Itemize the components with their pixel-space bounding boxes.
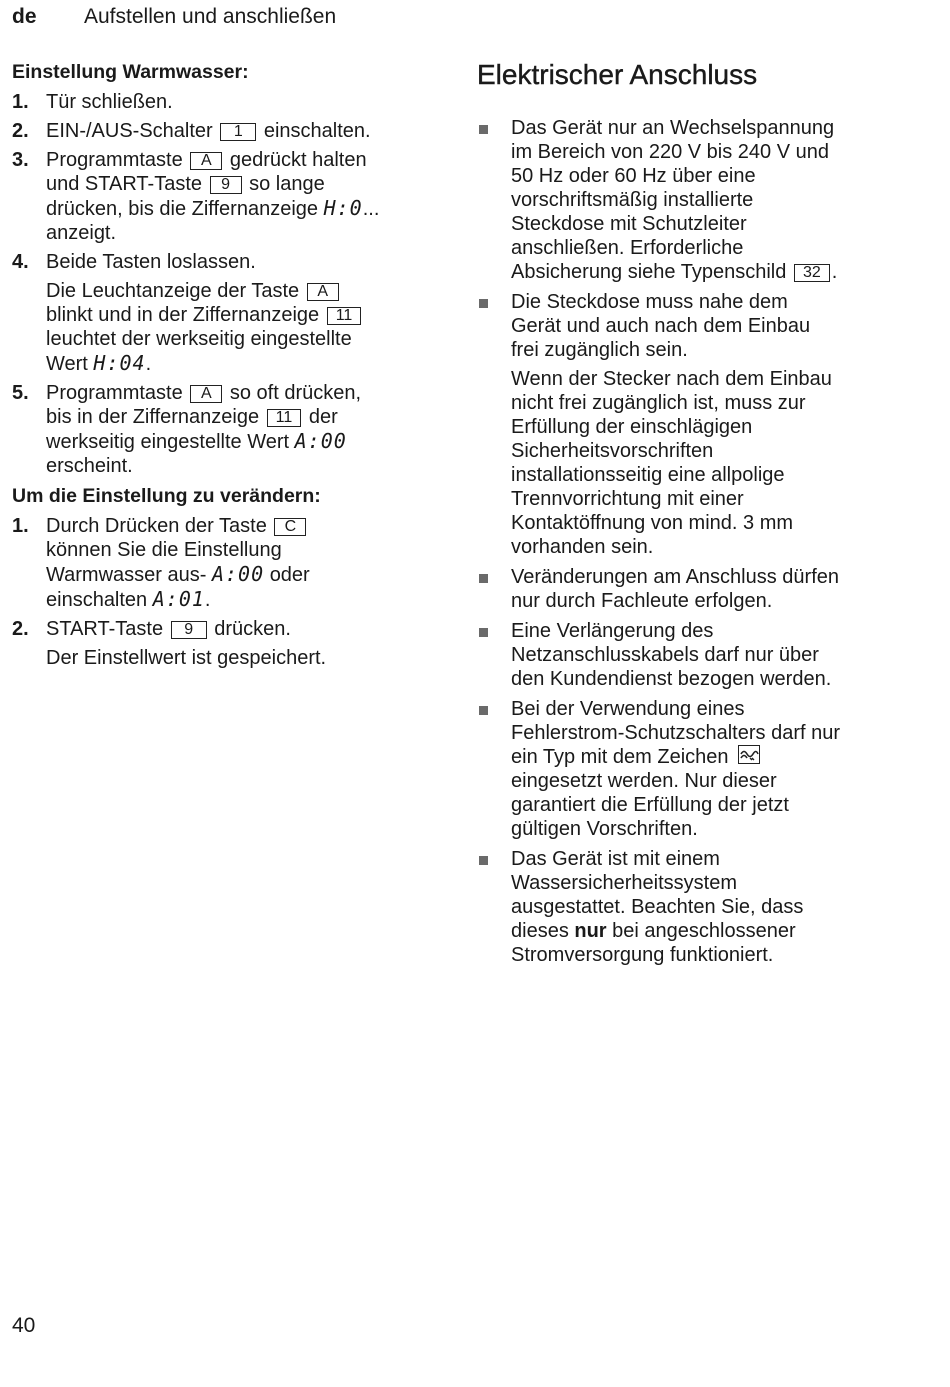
text: oder (269, 564, 310, 586)
text: der (308, 406, 338, 428)
text-line: ausgestattet. Beachten Sie, dass (511, 896, 804, 918)
bullet-text (511, 619, 831, 691)
text: blinkt und in der Ziffernanzeige (46, 304, 320, 326)
heading-electrical-connection: Elektrischer Anschluss (477, 59, 758, 90)
change-step-1 (12, 514, 444, 612)
text-line: Wenn der Stecker nach dem Einbau (511, 368, 832, 390)
text-line: den Kundendienst bezogen werden. (511, 668, 832, 690)
bullet-marker-icon (477, 847, 511, 967)
step-number: 2. (12, 618, 29, 640)
text: bis in der Ziffernanzeige (46, 406, 260, 428)
text: gedrückt halten (229, 149, 367, 171)
text: Wert (46, 353, 88, 375)
text-line: Veränderungen am Anschluss dürfen (511, 566, 839, 588)
bullet-text (511, 116, 837, 284)
bullet-marker-icon (477, 116, 511, 284)
key-label: C (274, 518, 306, 536)
bullet-water-safety (477, 847, 907, 967)
rcd-symbol-icon (738, 745, 760, 764)
text-line: frei zugänglich sein. (511, 339, 688, 361)
text: so oft drücken, (229, 382, 362, 404)
step-2 (12, 119, 444, 143)
bullet-marker-icon (477, 565, 511, 613)
key-label: 32 (794, 264, 830, 282)
text: . (145, 353, 152, 375)
key-label: 9 (210, 176, 242, 194)
text: werkseitig eingestellte Wert (46, 431, 290, 453)
emphasis: nur (574, 920, 607, 942)
text: ... (362, 198, 380, 220)
key-label: 1 (220, 123, 256, 141)
text: Programmtaste (46, 149, 183, 171)
key-label: A (190, 385, 222, 403)
text: einschalten (46, 589, 148, 611)
text: EIN-/AUS-Schalter (46, 120, 213, 142)
text-line: installationsseitig eine allpolige (511, 464, 785, 486)
text: dieses (511, 920, 569, 942)
bullet-modifications (477, 565, 907, 613)
text-line: nur durch Fachleute erfolgen. (511, 590, 773, 612)
text: drücken, bis die Ziffernanzeige (46, 198, 319, 220)
text-line: Bei der Verwendung eines (511, 698, 745, 720)
display-readout: A:01 (152, 587, 205, 611)
step-4-note (46, 279, 444, 376)
bullet-socket (477, 290, 907, 362)
bullet-marker-icon (477, 290, 511, 362)
page-number: 40 (12, 1314, 36, 1337)
section-title: Aufstellen und anschließen (84, 5, 337, 28)
step-text: Tür schließen. (46, 91, 173, 113)
text-line: Wassersicherheitssystem (511, 872, 737, 894)
text: . (831, 261, 838, 283)
step-number: 1. (12, 91, 29, 113)
step-4 (12, 250, 444, 274)
text: können Sie die Einstellung (46, 539, 282, 561)
text: START-Taste (46, 618, 164, 640)
key-label: 9 (171, 621, 207, 639)
text-line: im Bereich von 220 V bis 240 V und (511, 141, 829, 163)
text-line: Das Gerät nur an Wechselspannung (511, 117, 835, 139)
text: und START-Taste (46, 173, 202, 195)
text: anzeigt. (46, 222, 117, 244)
bullet-text (511, 847, 803, 967)
step-text (46, 617, 291, 641)
key-label: A (307, 283, 339, 301)
text-line: eingesetzt werden. Nur dieser (511, 770, 777, 792)
step-text: Beide Tasten loslassen. (46, 251, 256, 273)
text: einschalten. (263, 120, 371, 142)
page-header (12, 5, 336, 29)
key-label: 11 (267, 409, 302, 427)
socket-note (511, 367, 907, 559)
step-number: 4. (12, 251, 29, 273)
display-readout: A:00 (211, 562, 265, 586)
step-1 (12, 90, 444, 114)
display-readout: H:04 (93, 351, 146, 375)
text: erscheint. (46, 455, 133, 477)
text-line: 50 Hz oder 60 Hz über eine (511, 165, 756, 187)
text-line: Sicherheitsvorschriften (511, 440, 714, 462)
text: Programmtaste (46, 382, 183, 404)
text-line: Stromversorgung funktioniert. (511, 944, 774, 966)
bullet-text (511, 290, 810, 362)
right-column (477, 58, 907, 973)
step-text (46, 381, 361, 478)
step-text (46, 148, 379, 245)
text-line: Absicherung siehe Typenschild (511, 261, 787, 283)
heading-hot-water-setting: Einstellung Warmwasser: (12, 61, 249, 83)
text-line: Erfüllung der einschlägigen (511, 416, 753, 438)
text-line: Netzanschlusskabels darf nur über (511, 644, 819, 666)
change-step-2-note: Der Einstellwert ist gespeichert. (46, 647, 327, 669)
text-line: Eine Verlängerung des (511, 620, 714, 642)
bullet-marker-icon (477, 619, 511, 691)
text: Durch Drücken der Taste (46, 515, 267, 537)
text-line: vorhanden sein. (511, 536, 654, 558)
text-line: vorschriftsmäßig installierte (511, 189, 754, 211)
text-line: gültigen Vorschriften. (511, 818, 698, 840)
change-step-2 (12, 617, 444, 641)
text-line: anschließen. Erforderliche (511, 237, 744, 259)
bullet-marker-icon (477, 697, 511, 841)
step-number: 3. (12, 149, 29, 171)
text: Warmwasser aus- (46, 564, 207, 586)
display-readout: H:0 (323, 196, 363, 220)
text: leuchtet der werkseitig eingestellte (46, 328, 352, 350)
text-line: Kontaktöffnung von mind. 3 mm (511, 512, 794, 534)
bullet-voltage (477, 116, 907, 284)
text-line: Das Gerät ist mit einem (511, 848, 720, 870)
text-line: Fehlerstrom-Schutzschalters darf nur (511, 722, 841, 744)
text-line: Gerät und auch nach dem Einbau (511, 315, 811, 337)
text: drücken. (214, 618, 291, 640)
step-number: 2. (12, 120, 29, 142)
bullet-text (511, 697, 840, 841)
step-5 (12, 381, 444, 478)
key-label: 11 (327, 307, 362, 325)
display-readout: A:00 (294, 429, 347, 453)
bullet-text (511, 565, 839, 613)
text: so lange (249, 173, 325, 195)
step-number: 1. (12, 515, 29, 537)
step-text (46, 119, 371, 143)
text: bei angeschlossener (612, 920, 796, 942)
text: Die Leuchtanzeige der Taste (46, 280, 300, 302)
heading-change-setting: Um die Einstellung zu verändern: (12, 485, 321, 507)
bullet-rcd (477, 697, 907, 841)
step-text (46, 514, 310, 612)
text-line: Steckdose mit Schutzleiter (511, 213, 747, 235)
key-label: A (190, 152, 222, 170)
left-column (12, 60, 444, 675)
text-line: Trennvorrichtung mit einer (511, 488, 744, 510)
step-number: 5. (12, 382, 29, 404)
bullet-extension (477, 619, 907, 691)
text-line: garantiert die Erfüllung der jetzt (511, 794, 789, 816)
text-line: nicht frei zugänglich ist, muss zur (511, 392, 806, 414)
text: . (204, 589, 211, 611)
step-3 (12, 148, 444, 245)
text-line: ein Typ mit dem Zeichen (511, 746, 729, 768)
language-code: de (12, 5, 37, 28)
text-line: Die Steckdose muss nahe dem (511, 291, 788, 313)
